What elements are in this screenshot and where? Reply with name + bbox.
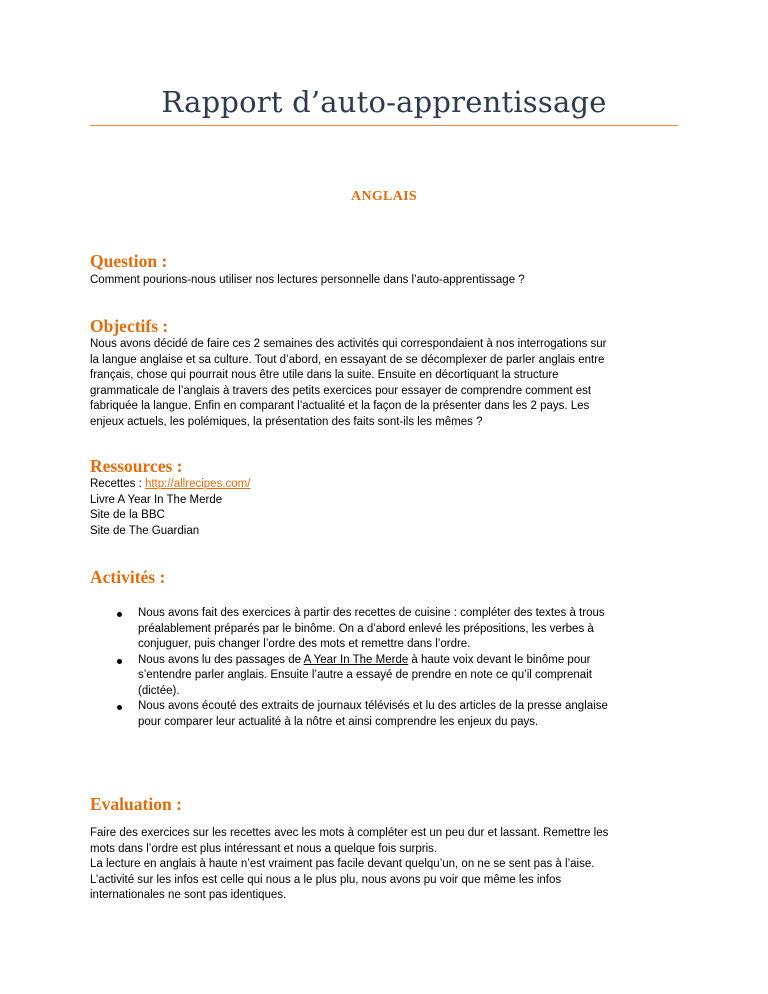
- objectifs-line: français, chose qui pourrait nous être utile dans la suite. Ensuite en décortiquant la structure: [90, 369, 559, 381]
- activite-line: Nous avons fait des exercices à partir des recettes de cuisine : compléter des textes à trous: [138, 607, 605, 619]
- evaluation-heading: Evaluation :: [90, 794, 182, 814]
- activite-text: Nous avons lu des passages de: [138, 653, 304, 666]
- question-line: Comment pourions-nous utiliser nos lectures personnelle dans l’auto-apprentissage ?: [90, 274, 525, 286]
- activite-line: (dictée).: [138, 684, 180, 697]
- list-item: [90, 606, 690, 653]
- evaluation-line: Faire des exercices sur les recettes avec les mots à compléter est un peu dur et lassant. Remettre les: [90, 827, 609, 839]
- objectifs-heading: Objectifs :: [90, 316, 169, 336]
- activite-line: conjuguer, puis changer l’ordre des mots et remettre dans l’ordre.: [138, 638, 471, 650]
- book-title: A Year In The Merde: [303, 653, 409, 666]
- list-item: [90, 653, 690, 700]
- question-heading: Question :: [90, 251, 168, 271]
- bullet-icon: [117, 659, 122, 664]
- activites-list: [90, 606, 690, 730]
- objectifs-line: Nous avons décidé de faire ces 2 semaines des activités qui correspondaient à nos interrogations sur: [90, 338, 607, 350]
- objectifs-line: fabriquée la langue. Enfin en comparant l’actualité et la façon de la présenter dans les 2 pays. Les: [90, 400, 590, 412]
- evaluation-line: L’activité sur les infos est celle qui nous a le plus plu, nous avons pu voir que même les infos: [90, 873, 562, 886]
- ressources-recettes-line: [90, 477, 690, 493]
- allrecipes-link[interactable]: http://allrecipes.com/: [144, 478, 251, 490]
- evaluation-line: internationales ne sont pas identiques.: [90, 889, 287, 901]
- objectifs-line: enjeux actuels, les polémiques, la présentation des faits sont-ils les mêmes ?: [90, 415, 483, 428]
- objectifs-line: la langue anglaise et sa culture. Tout d’abord, en essayant de se décomplexer de parler anglais entre: [90, 353, 605, 366]
- list-item: [90, 699, 690, 730]
- evaluation-line: La lecture en anglais à haute n’est vraiment pas facile devant quelqu’un, on ne se sent pas à l’aise.: [90, 858, 595, 870]
- evaluation-line: mots dans l’ordre est plus intéressant et nous a quelque fois surpris.: [90, 842, 438, 855]
- activite-line: préalablement préparés par le binôme. On a d’abord enlevé les prépositions, les verbes à: [138, 622, 594, 635]
- ressources-list: [90, 477, 690, 539]
- activite-line: [138, 653, 690, 669]
- question-text: [90, 273, 690, 289]
- evaluation-paragraph: [90, 826, 690, 904]
- title-underline: [90, 125, 678, 126]
- subject-heading: ANGLAIS: [351, 189, 417, 204]
- ressources-item: Livre A Year In The Merde: [90, 493, 223, 506]
- activites-heading: Activités :: [90, 567, 166, 587]
- ressources-item: Site de la BBC: [90, 509, 165, 521]
- bullet-icon: [117, 612, 122, 617]
- activite-line: pour comparer leur actualité à la nôtre et ainsi comprendre les enjeux du pays.: [138, 715, 539, 728]
- objectifs-paragraph: [90, 337, 690, 430]
- activite-line: Nous avons écouté des extraits de journaux télévisés et lu des articles de la presse anglaise: [138, 700, 608, 712]
- document-title: Rapport d’auto-apprentissage: [161, 85, 607, 119]
- ressources-item: Site de The Guardian: [90, 524, 200, 537]
- activite-line: s’entendre parler anglais. Ensuite l’autre a essayé de prendre en note ce qu’il comprenait: [138, 669, 592, 681]
- recettes-label: Recettes :: [90, 478, 145, 490]
- activite-text: à haute voix devant le binôme pour: [408, 653, 591, 666]
- objectifs-line: grammaticale de l’anglais à travers des petits exercices pour essayer de comprendre comment est: [90, 384, 592, 397]
- bullet-icon: [117, 705, 122, 710]
- ressources-heading: Ressources :: [90, 456, 183, 476]
